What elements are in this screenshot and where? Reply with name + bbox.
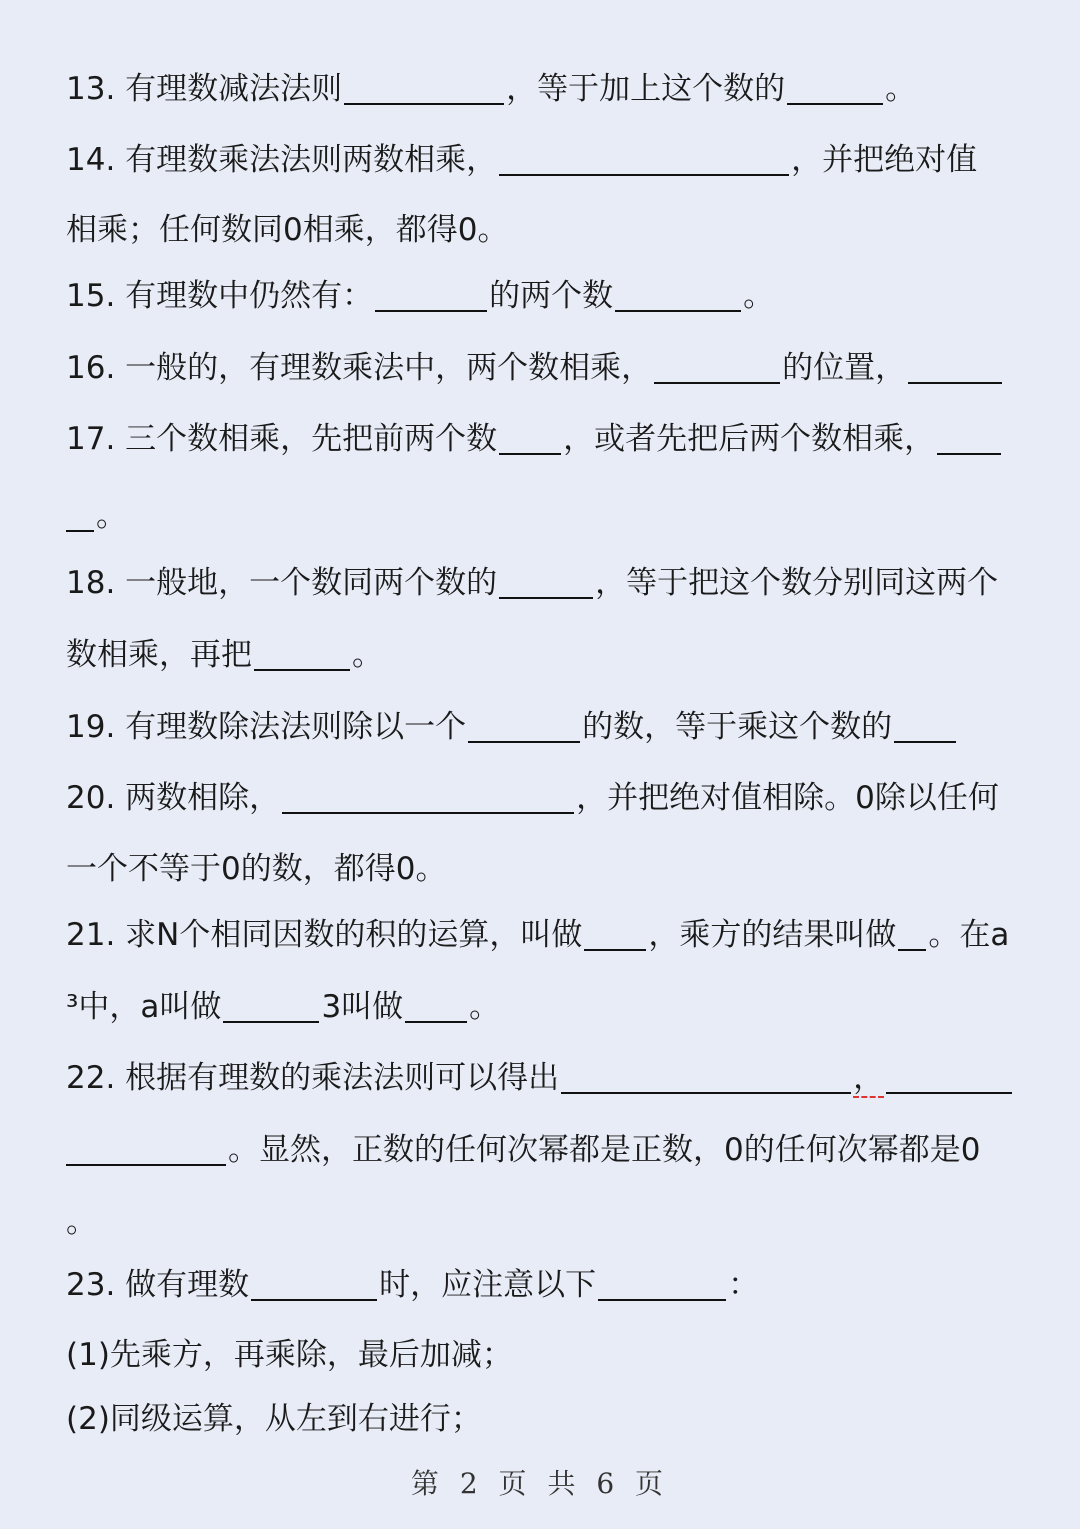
- blank[interactable]: [66, 500, 94, 532]
- question-13: 13. 有理数减法法则 ，等于加上这个数的 。: [66, 71, 917, 107]
- question-21: 21. 求N个相同因数的积的运算，叫做 ，乘方的结果叫做 。在a: [66, 917, 1010, 953]
- blank[interactable]: [898, 919, 926, 951]
- blank[interactable]: [894, 711, 956, 743]
- blank[interactable]: [787, 73, 883, 105]
- blank[interactable]: [282, 782, 574, 814]
- question-23-item-2: (2)同级运算，从左到右进行；: [66, 1401, 482, 1437]
- blank[interactable]: [254, 639, 350, 671]
- question-15: 15. 有理数中仍然有： 的两个数 。: [66, 278, 775, 314]
- blank[interactable]: [344, 73, 504, 105]
- blank[interactable]: [468, 711, 580, 743]
- blank[interactable]: [584, 919, 646, 951]
- question-17: 17. 三个数相乘，先把前两个数 ，或者先把后两个数相乘，: [66, 418, 1016, 460]
- question-14: 14. 有理数乘法法则两数相乘， ，并把绝对值: [66, 142, 978, 178]
- question-21-cont: ³中，a叫做 3叫做 。: [66, 989, 501, 1025]
- blank[interactable]: [66, 1134, 226, 1166]
- page-footer: 第 2 页 共 6 页: [410, 1467, 670, 1500]
- question-23-item-1: (1)先乘方，再乘除，最后加减；: [66, 1337, 513, 1373]
- blank[interactable]: [598, 1269, 726, 1301]
- blank[interactable]: [908, 352, 1002, 384]
- blank[interactable]: [937, 423, 1001, 455]
- blank[interactable]: [499, 567, 593, 599]
- question-18: 18. 一般地，一个数同两个数的 ，等于把这个数分别同这两个: [66, 565, 999, 601]
- blank[interactable]: [561, 1062, 851, 1094]
- question-22: 22. 根据有理数的乘法法则可以得出 ，: [66, 1057, 1016, 1099]
- blank[interactable]: [405, 991, 467, 1023]
- blank[interactable]: [223, 991, 319, 1023]
- blank[interactable]: [615, 280, 741, 312]
- blank[interactable]: [654, 352, 780, 384]
- blank[interactable]: [375, 280, 487, 312]
- question-22-cont: 。显然，正数的任何次幂都是正数，0的任何次幂都是0: [66, 1129, 1016, 1171]
- question-14-cont: 相乘；任何数同0相乘，都得0。: [66, 212, 509, 248]
- question-17-cont: 。: [66, 495, 1016, 537]
- question-16: 16. 一般的，有理数乘法中，两个数相乘， 的位置，: [66, 347, 1016, 389]
- question-18-cont: 数相乘，再把 。: [66, 637, 383, 673]
- blank[interactable]: [251, 1269, 377, 1301]
- question-19: 19. 有理数除法法则除以一个 的数，等于乘这个数的: [66, 706, 1016, 748]
- blank[interactable]: [886, 1062, 1012, 1094]
- blank[interactable]: [499, 144, 789, 176]
- question-20: 20. 两数相除， ，并把绝对值相除。0除以任何: [66, 780, 999, 816]
- blank[interactable]: [499, 423, 561, 455]
- question-20-cont: 一个不等于0的数，都得0。: [66, 851, 447, 887]
- question-23: 23. 做有理数 时，应注意以下 ：: [66, 1267, 760, 1303]
- question-22-end: 。: [66, 1204, 97, 1240]
